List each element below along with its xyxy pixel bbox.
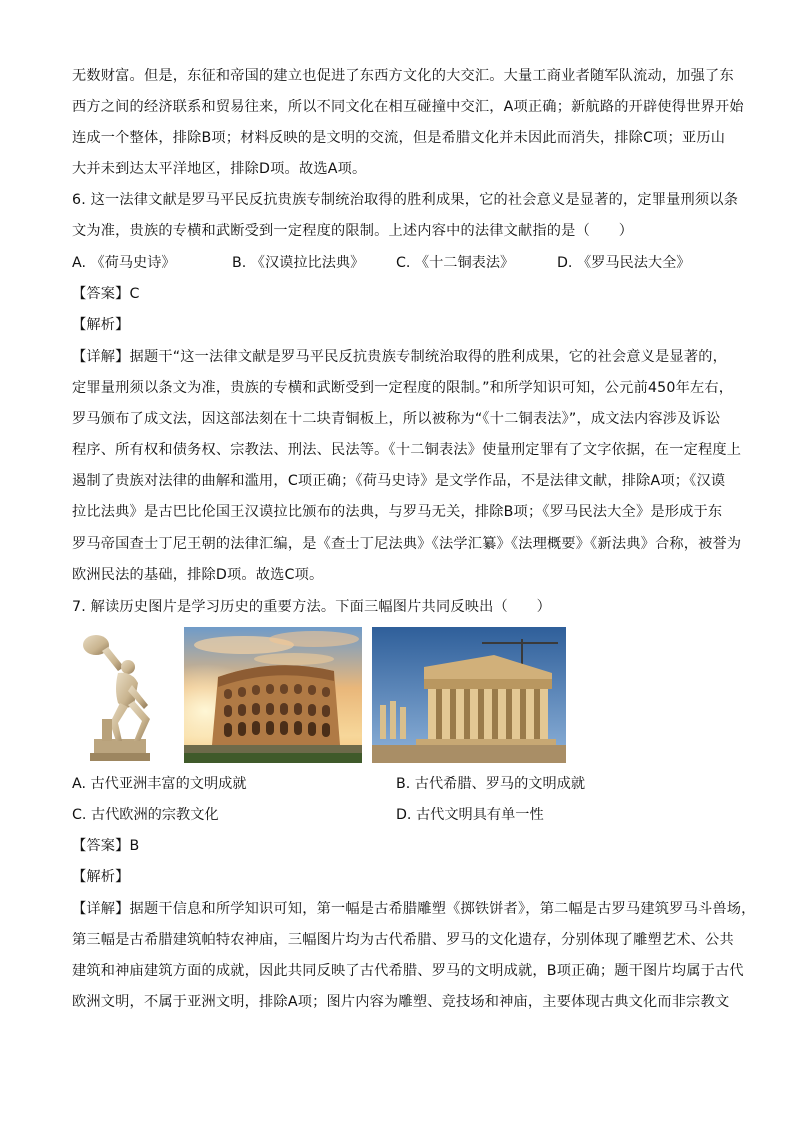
q6-detail-line-8: 欧洲民法的基础，排除D项。故选C项。 — [72, 567, 324, 583]
q7-option-a[interactable]: A. 古代亚洲丰富的文明成就 — [72, 776, 247, 792]
q6-option-c[interactable]: C. 《十二铜表法》 — [396, 255, 515, 271]
q5-analysis-line-4: 大并未到达太平洋地区，排除D项。故选A项。 — [72, 161, 367, 177]
q6-option-a[interactable]: A. 《荷马史诗》 — [72, 255, 176, 271]
q5-analysis-line-1: 无数财富。但是，东征和帝国的建立也促进了东西方文化的大交汇。大量工商业者随军队流动，加强了东 — [72, 68, 734, 84]
discobolus-statue-drawing — [72, 627, 168, 763]
q7-detail-line-3: 建筑和神庙建筑方面的成就，因此共同反映了古代希腊、罗马的文明成就，B项正确；题干图片均属于古代 — [72, 963, 744, 979]
colosseum-photo — [184, 627, 362, 763]
parthenon-photo — [372, 627, 566, 763]
discobolus-statue-photo — [72, 627, 168, 763]
q7-option-d[interactable]: D. 古代文明具有单一性 — [396, 807, 544, 823]
q6-answer: 【答案】C — [72, 286, 140, 302]
q7-analysis-label: 【解析】 — [72, 869, 130, 885]
q6-detail-line-2: 定罪量刑须以条文为准，贵族的专横和武断受到一定程度的限制。”和所学知识可知，公元前450年左右， — [72, 380, 734, 396]
q6-detail-line-1: 【详解】据题干“这一法律文献是罗马平民反抗贵族专制统治取得的胜利成果，它的社会意义是显著的， — [72, 349, 727, 365]
q6-detail-line-4: 程序、所有权和债务权、宗教法、刑法、民法等。《十二铜表法》使量刑定罪有了文字依据，在一定程度上 — [72, 442, 742, 458]
q6-stem-line-2: 文为准，贵族的专横和武断受到一定程度的限制。上述内容中的法律文献指的是（ ） — [72, 223, 634, 239]
q5-analysis-line-2: 西方之间的经济联系和贸易往来，所以不同文化在相互碰撞中交汇，A项正确；新航路的开辟使得世界开始 — [72, 99, 744, 115]
q7-option-b[interactable]: B. 古代希腊、罗马的文明成就 — [396, 776, 586, 792]
q7-detail-line-1: 【详解】据题干信息和所学知识可知，第一幅是古希腊雕塑《掷铁饼者》，第二幅是古罗马建筑罗马斗兽场， — [72, 901, 756, 917]
parthenon-drawing — [372, 627, 566, 763]
q7-detail-line-2: 第三幅是古希腊建筑帕特农神庙，三幅图片均为古代希腊、罗马的文化遗存，分别体现了雕塑艺术、公共 — [72, 932, 734, 948]
q7-detail-line-4: 欧洲文明，不属于亚洲文明，排除A项；图片内容为雕塑、竞技场和神庙，主要体现古典文化而非宗教文 — [72, 994, 730, 1010]
q7-answer: 【答案】B — [72, 838, 140, 854]
q6-detail-line-3: 罗马颁布了成文法，因这部法刻在十二块青铜板上，所以被称为“《十二铜表法》”，成文法内容涉及诉讼 — [72, 411, 721, 427]
q6-analysis-label: 【解析】 — [72, 317, 130, 333]
colosseum-drawing — [184, 627, 362, 763]
q6-option-d[interactable]: D. 《罗马民法大全》 — [557, 255, 691, 271]
q7-option-c[interactable]: C. 古代欧洲的宗教文化 — [72, 807, 219, 823]
q6-detail-line-5: 遏制了贵族对法律的曲解和滥用，C项正确；《荷马史诗》是文学作品，不是法律文献，排除A项；《汉谟 — [72, 473, 726, 489]
q6-detail-line-6: 拉比法典》是古巴比伦国王汉谟拉比颁布的法典，与罗马无关，排除B项；《罗马民法大全》是形成于东 — [72, 504, 723, 520]
q6-detail-line-7: 罗马帝国查士丁尼王朝的法律汇编，是《查士丁尼法典》《法学汇纂》《法理概要》《新法典》合称，被誉为 — [72, 536, 742, 552]
q6-stem-line-1: 6. 这一法律文献是罗马平民反抗贵族专制统治取得的胜利成果，它的社会意义是显著的，定罪量刑须以条 — [72, 192, 739, 208]
q7-stem: 7. 解读历史图片是学习历史的重要方法。下面三幅图片共同反映出（ ） — [72, 599, 552, 615]
q5-analysis-line-3: 连成一个整体，排除B项；材料反映的是文明的交流，但是希腊文化并未因此而消失，排除C项；亚历山 — [72, 130, 726, 146]
q6-option-b[interactable]: B. 《汉谟拉比法典》 — [232, 255, 365, 271]
